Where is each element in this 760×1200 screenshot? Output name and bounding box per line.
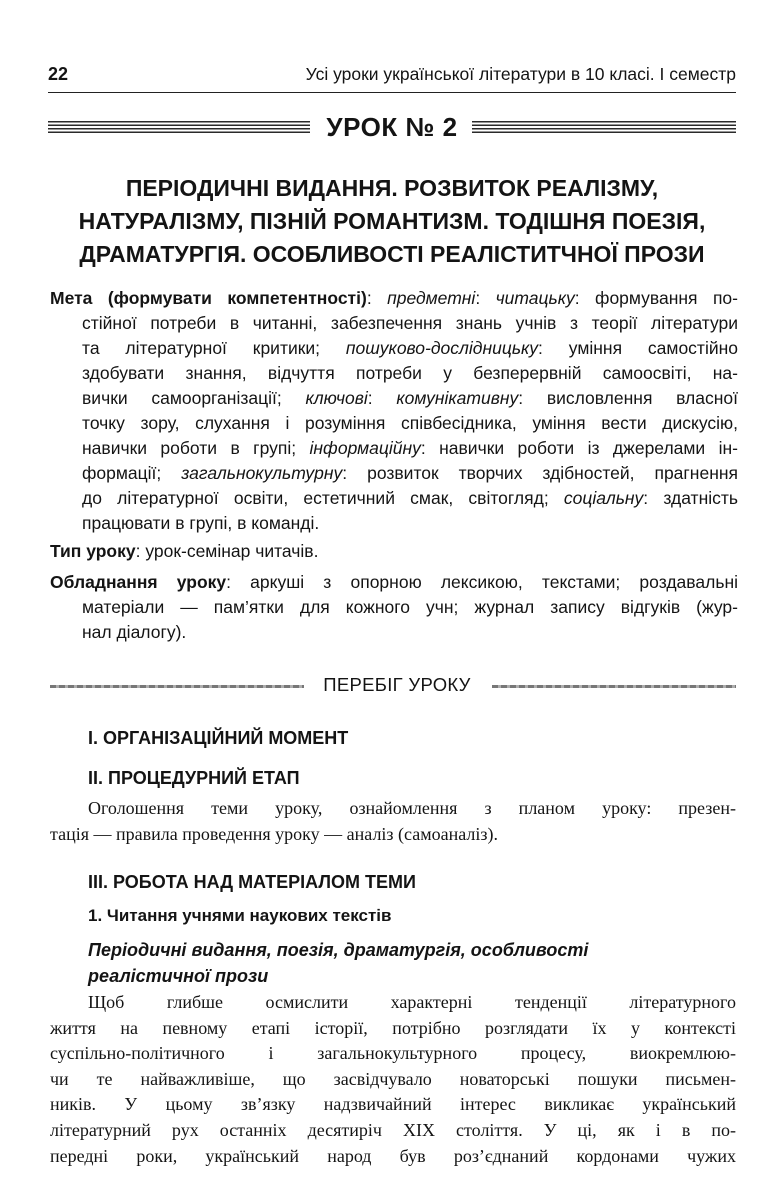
- equipment-text: : аркуші з опорною лексикою, текстами; роздавальні: [226, 572, 738, 592]
- goal-term: ключові: [305, 388, 368, 408]
- topic-heading-line: реалістичної прози: [88, 966, 269, 986]
- goal-term: читацьку: [495, 288, 575, 308]
- goal-term: загальнокультурну: [181, 463, 343, 483]
- running-header: [48, 62, 736, 93]
- lesson-type-label: Тип уроку: [50, 541, 136, 561]
- section-heading: ІІ. ПРОЦЕДУРНИЙ ЕТАП: [88, 768, 300, 788]
- equipment-text: матеріали — пам’ятки для кожного учн; журнал запису відгуків (жур-: [82, 597, 738, 617]
- paragraph-line: тація — правила проведення уроку — аналіз (самоаналіз).: [50, 823, 498, 844]
- paragraph-line: літературний рух останніх десятиріч XIX століття. У ці, як і в по-: [50, 1119, 736, 1140]
- goal-term: інформаційну: [309, 438, 421, 458]
- subsection-heading: 1. Читання учнями наукових текстів: [88, 906, 392, 925]
- goal-term: комунікативну: [396, 388, 519, 408]
- goal-text: : розвиток творчих здібностей, прагнення: [342, 463, 738, 483]
- decorative-rule-left: [48, 121, 310, 135]
- paragraph-line: чи те найважливіше, що засвідчувало новаторські пошуки письмен-: [50, 1068, 736, 1089]
- goal-text: працювати в групі, в команді.: [82, 513, 320, 533]
- goal-text: : навички роботи із джерелами ін-: [420, 438, 738, 458]
- paragraph-line: Оголошення теми уроку, ознайомлення з планом уроку: презен-: [88, 798, 736, 818]
- lesson-title-line: ДРАМАТУРГІЯ. ОСОБЛИВОСТІ РЕАЛІСТИТЧНОЇ ПРОЗИ: [79, 241, 705, 267]
- goal-text: вички самоорганізації;: [82, 388, 306, 408]
- procedure-paragraph: [50, 796, 736, 847]
- lesson-title: [50, 172, 734, 271]
- goal-label: Мета (формувати компетентності): [50, 288, 367, 308]
- lesson-equipment: [50, 570, 738, 645]
- lesson-label: УРОК № 2: [326, 112, 458, 142]
- divider-rule-right: [492, 685, 736, 688]
- goal-text: : здатність: [643, 488, 739, 508]
- page-number: 22: [48, 64, 69, 84]
- lesson-type: [50, 539, 738, 564]
- lesson-header: [48, 112, 736, 146]
- goal-text: стійної потреби в читанні, забезпечення знань учнів з теорії літератури: [82, 313, 738, 333]
- lesson-title-line: НАТУРАЛІЗМУ, ПІЗНІЙ РОМАНТИЗМ. ТОДІШНЯ ПОЕЗІЯ,: [78, 208, 706, 234]
- book-title: Усі уроки української літератури в 10 класі. І семестр: [305, 64, 736, 84]
- goal-text: формації;: [82, 463, 182, 483]
- body-paragraph: [50, 990, 736, 1169]
- goal-term: предметні: [387, 288, 476, 308]
- paragraph-line: життя на певному етапі історії, потрібно розглядати їх у контексті: [50, 1017, 736, 1038]
- section-heading: І. ОРГАНІЗАЦІЙНИЙ МОМЕНТ: [88, 728, 349, 748]
- paragraph-line: Щоб глибше осмислити характерні тенденції літературного: [88, 992, 736, 1012]
- goal-text: до літературної освіти, естетичний смак, світогляд;: [82, 488, 564, 508]
- paragraph-line: суспільно-політичного і загальнокультурного процесу, виокремлюю-: [50, 1043, 736, 1064]
- goal-term: соціальну: [563, 488, 644, 508]
- lesson-title-line: ПЕРІОДИЧНІ ВИДАННЯ. РОЗВИТОК РЕАЛІЗМУ,: [125, 175, 659, 201]
- goal-text: точку зору, слухання і розуміння співбесідника, уміння вести дискусію,: [82, 413, 738, 433]
- course-label: ПЕРЕБІГ УРОКУ: [323, 674, 471, 695]
- topic-heading-line: Періодичні видання, поезія, драматургія, особливості: [88, 940, 589, 960]
- paragraph-line: ників. У цьому зв’язку надзвичайний інтерес викликає український: [50, 1094, 736, 1115]
- goal-text: : висловлення власної: [518, 388, 738, 408]
- goal-text: навички роботи в групі;: [82, 438, 310, 458]
- course-divider: [50, 672, 736, 700]
- goal-term: пошуково-дослідницьку: [345, 338, 539, 358]
- equipment-text: нал діалогу).: [82, 622, 187, 642]
- lesson-goal: Мета (формувати компетентності): предметні: читацьку: формування по- стійної потреби в читанні, забезпечення знань учнів з теорії літератури та літературної критики; пошуково-дослідницьку: уміння самостійно здобувати знання, відчуття потреби у безперервній самоосвіті, на- вички самоорганізації; ключові: комунікативну: висловлення власної точку зору, слухання і розуміння співбесідника, уміння вести дискусію, навички роботи в групі; інформаційну: навички роботи із джерелами ін- формації; загальнокультурну: розвиток творчих здібностей, прагнення до літературної освіти, естетичний смак, світогляд; соціальну: здатність працювати в групі, в команді.: [50, 286, 738, 536]
- paragraph-line: передні роки, український народ був роз’єднаний кордонами чужих: [50, 1145, 736, 1166]
- goal-text: : уміння самостійно: [538, 338, 739, 358]
- goal-text: : формування по-: [574, 288, 738, 308]
- goal-text: та літературної критики;: [82, 338, 346, 358]
- lesson-type-value: : урок-семінар читачів.: [135, 541, 319, 561]
- decorative-rule-right: [472, 121, 736, 135]
- goal-text: здобувати знання, відчуття потреби у безперервній самоосвіті, на-: [82, 363, 738, 383]
- section-heading: ІІІ. РОБОТА НАД МАТЕРІАЛОМ ТЕМИ: [88, 872, 416, 892]
- topic-heading: [88, 937, 588, 989]
- divider-rule-left: [50, 685, 304, 688]
- equipment-label: Обладнання уроку: [50, 572, 227, 592]
